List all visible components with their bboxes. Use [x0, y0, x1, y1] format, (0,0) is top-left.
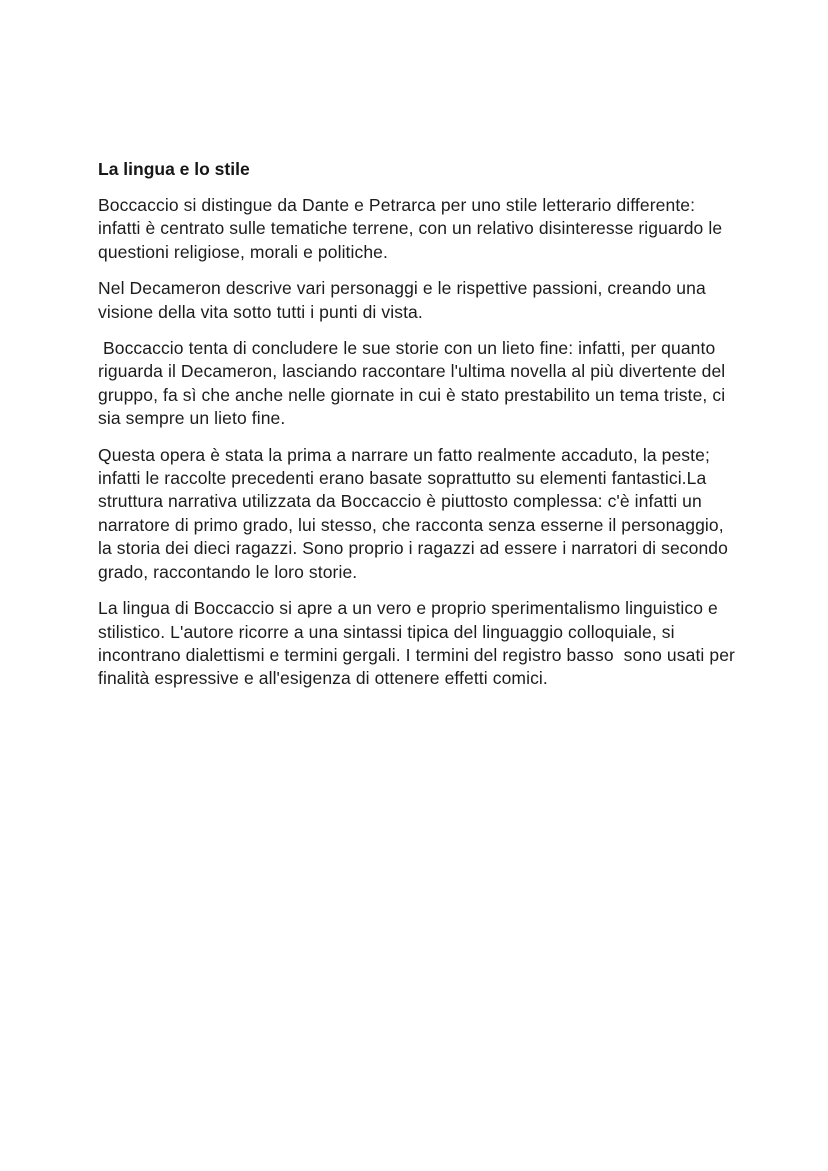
paragraph-decameron-characters: Nel Decameron descrive vari personaggi e le rispettive passioni, creando una visione della vita sotto tutti i punti di vista. [98, 278, 711, 322]
paragraph-narrative-structure: Questa opera è stata la prima a narrare un fatto realmente accaduto, la peste; infatti le raccolte precedenti erano basate soprattutto su elementi fantastici.La struttura narrativa utilizzata da Boccaccio è piuttosto complessa: c'è infatti un narratore di primo grado, lui stesso, che racconta senza esserne il personaggio, la storia dei dieci ragazzi. Sono proprio i ragazzi ad essere i narratori di secondo grado, raccontando le loro storie. [98, 444, 733, 582]
document-heading: La lingua e lo stile [98, 159, 250, 179]
document-content [98, 158, 740, 704]
paragraph-language-experimentalism: La lingua di Boccaccio si apre a un vero e proprio sperimentalismo linguistico e stilistico. L'autore ricorre a una sintassi tipica del linguaggio colloquiale, si incontrano dialettismi e termini gergali. I termini del registro basso sono usati per finalità espressive e all'esigenza di ottenere effetti comici. [98, 598, 740, 689]
paragraph-style-difference: Boccaccio si distingue da Dante e Petrarca per uno stile letterario differente: infatti è centrato sulle tematiche terrene, con un relativo disinteresse riguardo le questioni religiose, morali e politiche. [98, 195, 728, 262]
paragraph-lieto-fine: Boccaccio tenta di concludere le sue storie con un lieto fine: infatti, per quanto riguarda il Decameron, lasciando raccontare l'ultima novella al più divertente del gruppo, fa sì che anche nelle giornate in cui è stato prestabilito un tema triste, ci sia sempre un lieto fine. [98, 338, 731, 429]
